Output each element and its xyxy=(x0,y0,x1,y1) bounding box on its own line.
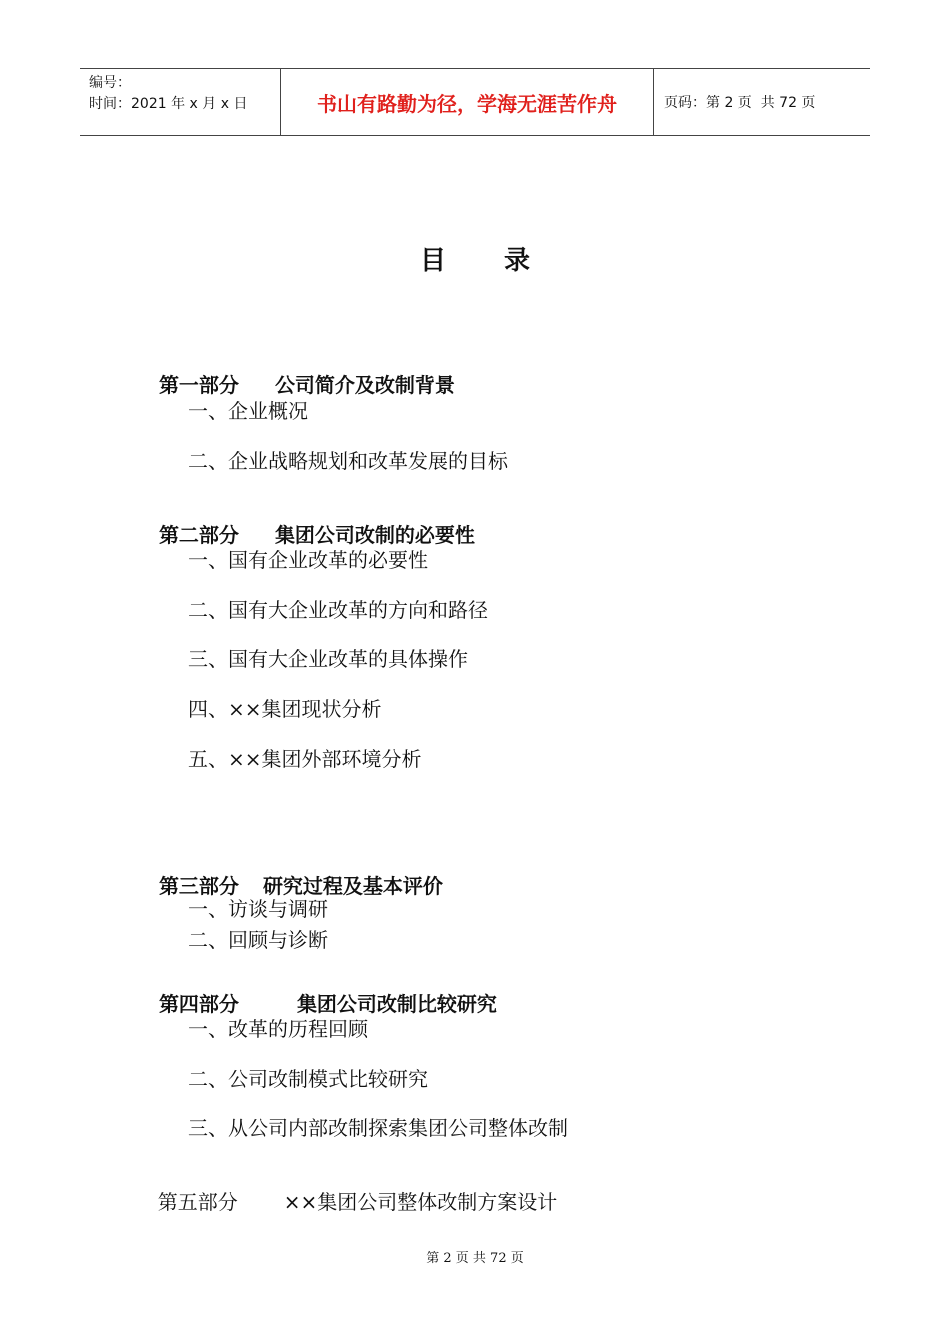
toc-title-char: 录 xyxy=(504,246,531,276)
toc-part-title: ××集团公司整体改制方案设计 xyxy=(283,1190,558,1214)
toc-part-5[interactable] xyxy=(145,1162,557,1215)
toc-part-2[interactable] xyxy=(145,495,475,548)
toc-item[interactable]: 一、改革的历程回顾 xyxy=(188,1017,368,1041)
toc-part-label: 第五部分 xyxy=(157,1190,238,1214)
toc-part-3[interactable] xyxy=(145,846,443,899)
page-header xyxy=(80,68,870,136)
toc-item[interactable]: 三、从公司内部改制探索集团公司整体改制 xyxy=(188,1116,568,1140)
toc-item[interactable]: 二、企业战略规划和改革发展的目标 xyxy=(188,449,508,473)
header-motto: 书山有路勤为径，学海无涯苦作舟 xyxy=(281,69,654,135)
toc-part-1[interactable] xyxy=(145,345,455,398)
toc-title-char: 目 xyxy=(419,246,446,276)
toc-item[interactable]: 一、企业概况 xyxy=(188,399,308,423)
toc-part-4[interactable] xyxy=(145,964,497,1017)
toc-part-label: 第一部分 xyxy=(158,373,239,397)
header-meta xyxy=(80,69,281,135)
header-page-label: 页码：第 2 页 共 72 页 xyxy=(664,95,816,111)
toc-part-title: 研究过程及基本评价 xyxy=(262,874,443,898)
document-time: 时间：2021 年 x 月 x 日 xyxy=(89,96,248,112)
toc-title xyxy=(0,240,950,277)
toc-item[interactable]: 二、公司改制模式比较研究 xyxy=(188,1067,428,1091)
toc-item[interactable]: 三、国有大企业改革的具体操作 xyxy=(188,647,468,671)
toc-part-label: 第四部分 xyxy=(158,992,239,1016)
toc-item[interactable]: 五、××集团外部环境分析 xyxy=(188,747,422,771)
page-footer: 第 2 页 共 72 页 xyxy=(426,1251,524,1266)
toc-item[interactable]: 四、××集团现状分析 xyxy=(188,697,382,721)
header-page-info xyxy=(654,69,870,135)
toc-item[interactable]: 二、国有大企业改革的方向和路径 xyxy=(188,598,488,622)
toc-item[interactable]: 一、国有企业改革的必要性 xyxy=(188,548,428,572)
toc-part-title: 公司简介及改制背景 xyxy=(274,373,455,397)
toc-part-title: 集团公司改制比较研究 xyxy=(296,992,497,1016)
toc-part-label: 第二部分 xyxy=(158,523,239,547)
toc-item[interactable]: 二、回顾与诊断 xyxy=(188,928,328,952)
toc-part-title: 集团公司改制的必要性 xyxy=(274,523,475,547)
toc-part-label: 第三部分 xyxy=(158,874,239,898)
document-number-label: 编号： xyxy=(89,75,131,91)
toc-item[interactable]: 一、访谈与调研 xyxy=(188,897,328,921)
